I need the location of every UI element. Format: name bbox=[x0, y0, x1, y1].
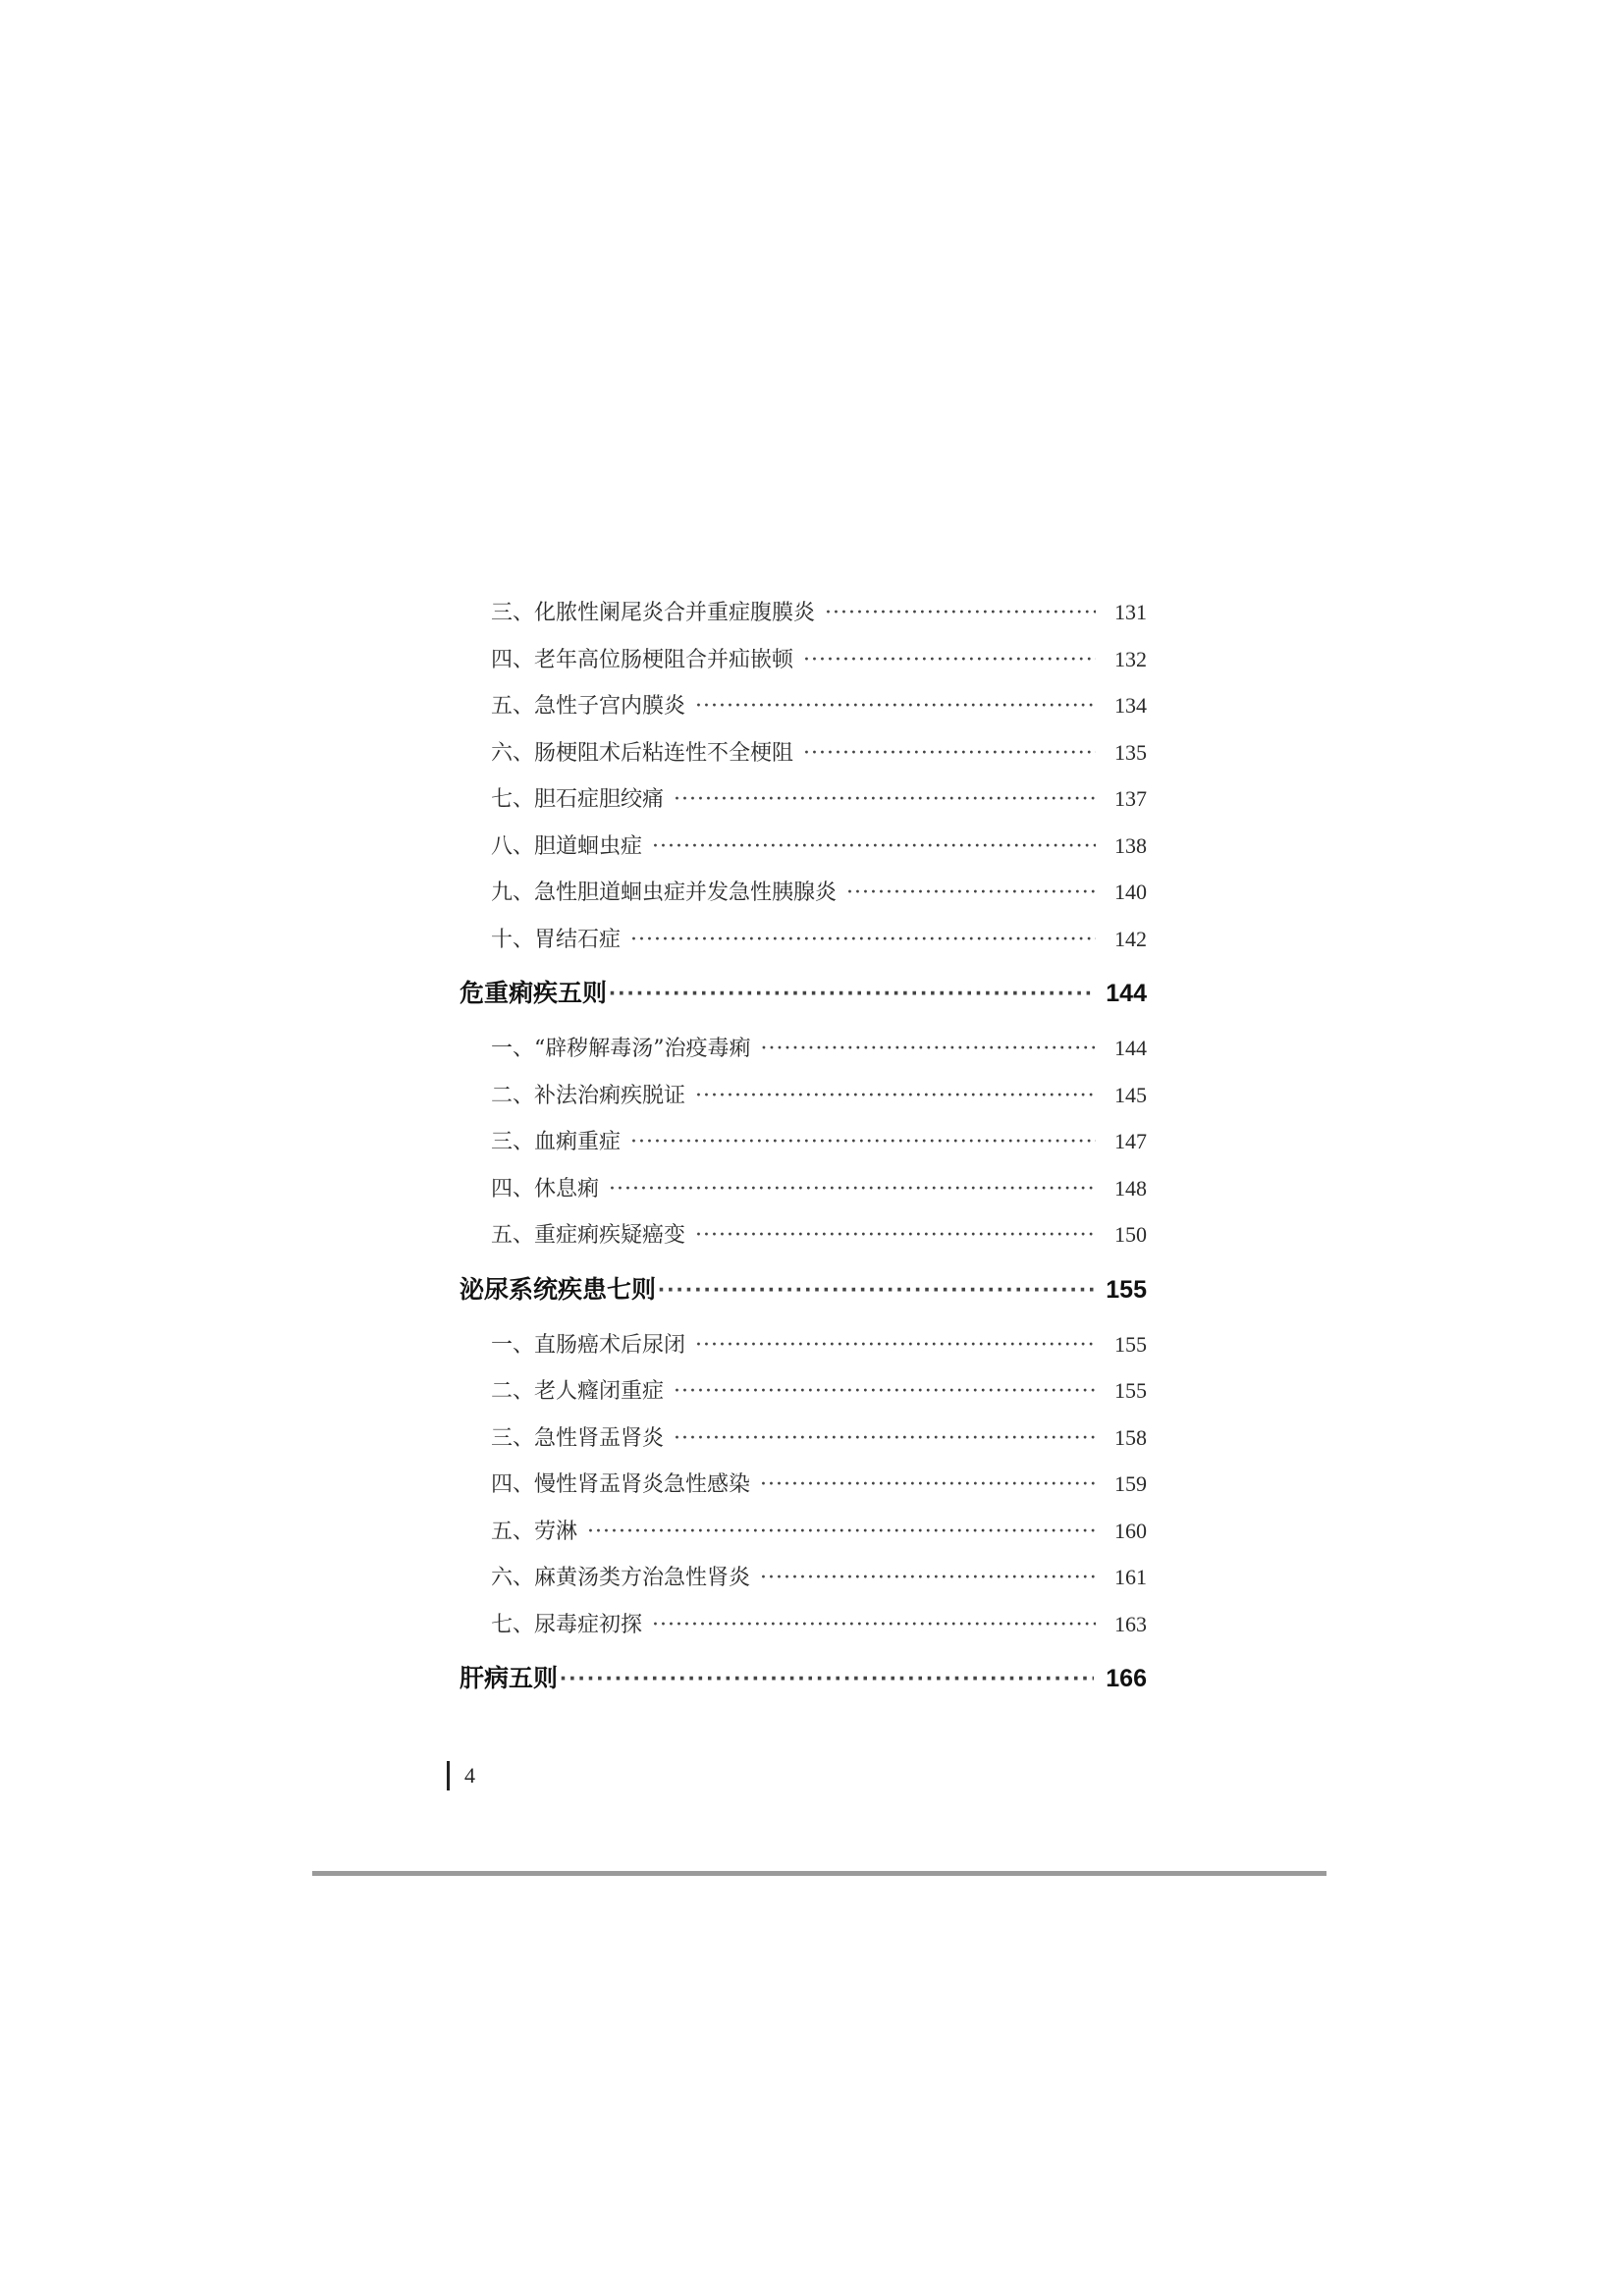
dot-leader bbox=[803, 637, 1096, 684]
toc-entry-title: 四、慢性肾盂肾炎急性感染 bbox=[491, 1472, 751, 1497]
toc-entry bbox=[460, 729, 1147, 776]
toc-entry-title: 一、直肠癌术后尿闭 bbox=[491, 1332, 686, 1358]
toc-entry bbox=[460, 1601, 1147, 1648]
dot-leader bbox=[825, 590, 1096, 637]
toc-entry bbox=[460, 916, 1147, 963]
toc-entry bbox=[460, 589, 1147, 636]
toc-entry bbox=[460, 775, 1147, 823]
page-footer bbox=[447, 1760, 475, 1791]
toc-entry bbox=[460, 1367, 1147, 1415]
toc-section-page: 155 bbox=[1106, 1275, 1147, 1304]
toc-entry-title: 四、休息痢 bbox=[491, 1176, 600, 1201]
toc-entry-page: 158 bbox=[1114, 1424, 1147, 1450]
toc-section-title: 危重痢疾五则 bbox=[460, 980, 608, 1007]
page-number: 4 bbox=[464, 1763, 475, 1788]
dot-leader bbox=[630, 1119, 1096, 1166]
toc-entry-page: 132 bbox=[1114, 646, 1147, 671]
dot-leader bbox=[630, 917, 1096, 964]
toc-section-page: 144 bbox=[1106, 980, 1147, 1007]
toc-section-heading bbox=[460, 1647, 1147, 1710]
toc-entry-title: 五、急性子宫内膜炎 bbox=[491, 694, 686, 719]
table-of-contents bbox=[460, 589, 1147, 1710]
dot-leader bbox=[695, 1322, 1096, 1369]
dot-leader bbox=[846, 870, 1096, 917]
toc-entry-title: 五、重症痢疾疑癌变 bbox=[491, 1223, 686, 1248]
toc-entry-title: 六、肠梗阻术后粘连性不全梗阻 bbox=[491, 740, 794, 766]
toc-entry bbox=[460, 1211, 1147, 1258]
dot-leader bbox=[609, 1166, 1096, 1213]
toc-entry-page: 142 bbox=[1114, 926, 1147, 951]
toc-entry bbox=[460, 1118, 1147, 1165]
toc-section-title: 泌尿系统疾患七则 bbox=[460, 1275, 657, 1304]
dot-leader bbox=[674, 776, 1096, 824]
dot-leader bbox=[695, 1212, 1096, 1259]
dot-leader bbox=[760, 1555, 1096, 1602]
bottom-divider bbox=[312, 1871, 1326, 1876]
toc-entry-title: 二、老人癃闭重症 bbox=[491, 1379, 665, 1404]
toc-entry-title: 七、胆石症胆绞痛 bbox=[491, 787, 665, 812]
toc-entry-title: 五、劳淋 bbox=[491, 1519, 578, 1544]
dot-leader bbox=[674, 1415, 1096, 1463]
toc-entry bbox=[460, 1025, 1147, 1072]
toc-entry bbox=[460, 1165, 1147, 1212]
toc-entry-title: 一、“辟秽解毒汤”治疫毒痢 bbox=[491, 1037, 751, 1061]
toc-entry-page: 147 bbox=[1114, 1129, 1147, 1153]
toc-entry bbox=[460, 1461, 1147, 1508]
toc-entry-page: 148 bbox=[1114, 1175, 1147, 1201]
toc-entry-title: 二、补法治痢疾脱证 bbox=[491, 1083, 686, 1108]
toc-entry-title: 三、化脓性阑尾炎合并重症腹膜炎 bbox=[491, 601, 816, 625]
dot-leader bbox=[652, 824, 1096, 871]
toc-entry-page: 161 bbox=[1114, 1565, 1147, 1589]
toc-entry-page: 134 bbox=[1114, 693, 1147, 718]
dot-leader bbox=[560, 1647, 1094, 1710]
toc-entry-title: 九、急性胆道蛔虫症并发急性胰腺炎 bbox=[491, 881, 838, 905]
toc-entry-title: 八、胆道蛔虫症 bbox=[491, 833, 643, 859]
toc-section-heading bbox=[460, 1258, 1147, 1321]
toc-entry-page: 135 bbox=[1114, 739, 1147, 765]
dot-leader bbox=[761, 1026, 1097, 1073]
folio-bar bbox=[447, 1761, 450, 1790]
toc-entry-page: 163 bbox=[1114, 1611, 1147, 1636]
dot-leader bbox=[674, 1368, 1096, 1415]
dot-leader bbox=[695, 683, 1096, 730]
toc-entry-title: 三、血痢重症 bbox=[491, 1130, 622, 1154]
toc-entry bbox=[460, 1508, 1147, 1555]
dot-leader bbox=[803, 730, 1096, 777]
toc-entry-page: 137 bbox=[1114, 786, 1147, 811]
toc-entry-page: 160 bbox=[1114, 1518, 1147, 1543]
toc-entry bbox=[460, 1415, 1147, 1462]
toc-entry-title: 七、尿毒症初探 bbox=[491, 1612, 643, 1637]
toc-entry-title: 三、急性肾盂肾炎 bbox=[491, 1425, 665, 1451]
toc-entry bbox=[460, 636, 1147, 683]
toc-entry-page: 138 bbox=[1114, 832, 1147, 858]
toc-entry bbox=[460, 869, 1147, 916]
toc-section-heading bbox=[460, 962, 1147, 1025]
dot-leader bbox=[760, 1462, 1096, 1509]
toc-entry bbox=[460, 1321, 1147, 1368]
toc-entry-page: 144 bbox=[1114, 1036, 1147, 1060]
toc-entry bbox=[460, 682, 1147, 729]
dot-leader bbox=[652, 1602, 1096, 1649]
toc-section-page: 166 bbox=[1106, 1665, 1147, 1692]
toc-entry bbox=[460, 1072, 1147, 1119]
dot-leader bbox=[695, 1073, 1096, 1120]
dot-leader bbox=[587, 1509, 1096, 1556]
toc-section-title: 肝病五则 bbox=[460, 1665, 559, 1692]
toc-entry-page: 159 bbox=[1114, 1471, 1147, 1496]
toc-entry bbox=[460, 1554, 1147, 1601]
toc-entry-page: 145 bbox=[1114, 1082, 1147, 1107]
toc-entry bbox=[460, 823, 1147, 870]
dot-leader bbox=[609, 962, 1094, 1025]
toc-entry-title: 十、胃结石症 bbox=[491, 927, 622, 952]
toc-entry-page: 150 bbox=[1114, 1222, 1147, 1247]
toc-entry-page: 140 bbox=[1114, 880, 1147, 904]
toc-entry-page: 155 bbox=[1114, 1331, 1147, 1357]
dot-leader bbox=[658, 1258, 1094, 1321]
toc-entry-page: 131 bbox=[1114, 600, 1147, 624]
toc-entry-title: 四、老年高位肠梗阻合并疝嵌顿 bbox=[491, 647, 794, 672]
toc-entry-title: 六、麻黄汤类方治急性肾炎 bbox=[491, 1566, 751, 1590]
toc-entry-page: 155 bbox=[1114, 1378, 1147, 1403]
